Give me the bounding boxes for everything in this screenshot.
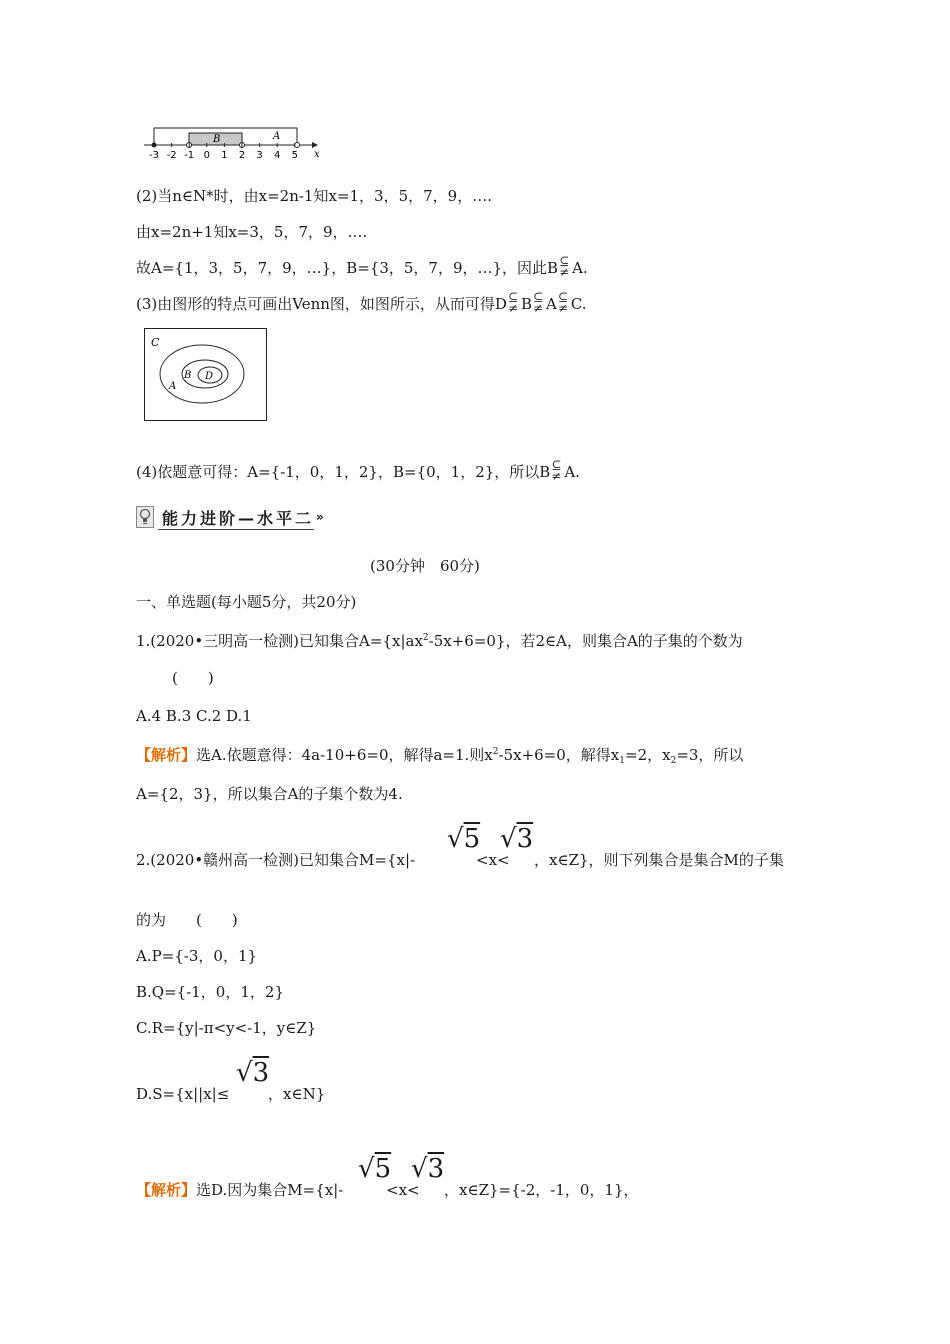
q2-option-b: B.Q={-1，0，1，2} <box>136 983 284 1001</box>
number-line-figure <box>140 124 340 164</box>
section-title: 能力进阶—水平二 <box>162 508 315 528</box>
q2-analysis: 【解析】选D.因为集合M={x|- <box>136 1181 344 1199</box>
label-D: D <box>205 371 214 382</box>
sqrt3-analysis: √3 <box>411 1154 445 1184</box>
q1-stem: 1.(2020•三明高一检测)已知集合$A=\{x|ax^2-5x+6=0\}$，若2∈A，则集合A的子集的个数为 <box>136 632 743 650</box>
proper-subset-symbol: ⊆ ≠ <box>559 254 570 279</box>
q1-analysis-line2: A={2，3}，所以集合A的子集个数为4. <box>136 785 403 803</box>
axis-arrow <box>312 142 318 148</box>
proper-subset-symbol: ⊆ ≠ <box>557 290 568 315</box>
tick-label: -2 <box>166 150 177 161</box>
tick-label: 4 <box>274 150 281 161</box>
q2-stem-mid: <x< <box>476 851 510 869</box>
label-B: B <box>213 134 221 145</box>
proper-subset-symbol: ⊆ ≠ <box>532 290 544 315</box>
tick-label: 3 <box>256 150 263 161</box>
q2-option-d-end: ，x∈N} <box>268 1085 326 1103</box>
q2-stem-line2: 的为 ( ) <box>136 911 238 929</box>
section-underline <box>158 529 314 530</box>
label-C: C <box>151 336 160 349</box>
tick-label: -1 <box>184 150 195 161</box>
tick-label: 0 <box>203 150 210 161</box>
q1-analysis: 【解析】选A.依题意得：4a-10+6=0，解得a=1.则$x^2-5x+6=0$，解得$x_1=2$，$x_2=3$，所以 <box>136 746 744 766</box>
lightbulb-icon <box>136 506 154 528</box>
line-part2c <box>136 254 588 279</box>
analysis-tag: 【解析】 <box>136 746 197 764</box>
q2-option-c: C.R={y|-π<y<-1，y∈Z} <box>136 1019 317 1037</box>
section-header <box>136 504 324 530</box>
label-B: B <box>184 370 192 381</box>
text: A. <box>572 259 588 277</box>
sqrt3-d: √3 <box>236 1058 270 1088</box>
time-score: (30分钟 60分) <box>370 557 480 575</box>
sqrt3: √3 <box>500 824 534 854</box>
line-part2: (2)当n∈N*时，由x=2n-1知x=1，3，5，7，9，…. <box>136 187 492 205</box>
q1-blank: ( ) <box>172 669 214 687</box>
q2-analysis-mid: <x< <box>386 1181 420 1199</box>
q2-option-d: D.S={x||x|≤ <box>136 1085 230 1103</box>
line-part4: (4)依题意可得：A={-1，0，1，2}，B={0，1，2}，所以B ⊆ ≠ A. <box>136 458 580 483</box>
sqrt5-analysis: √5 <box>358 1154 392 1184</box>
tick-label: 2 <box>238 150 246 161</box>
q2-stem: 2.(2020•赣州高一检测)已知集合M={x|- <box>136 851 416 869</box>
proper-subset-symbol: ⊆ ≠ <box>507 290 518 315</box>
set-A-ellipse <box>160 345 244 403</box>
tick-label: 5 <box>291 150 298 161</box>
label-A: A <box>273 131 281 142</box>
analysis-tag: 【解析】 <box>136 1181 197 1199</box>
axis-label-x: x <box>314 149 320 160</box>
q1-options: A.4 B.3 C.2 D.1 <box>136 707 252 725</box>
text: 故A={1，3，5，7，9，…}，B={3，5，7，9，…}，因此B <box>136 259 559 277</box>
label-A: A <box>169 381 177 392</box>
tick-label: 1 <box>221 150 228 161</box>
q2-analysis-end: ，x∈Z}={-2，-1，0，1}， <box>444 1181 639 1199</box>
venn-diagram <box>144 328 268 422</box>
q2-stem-end: ，x∈Z}，则下列集合是集合M的子集 <box>534 851 784 869</box>
q2-option-a: A.P={-3，0，1} <box>136 947 258 965</box>
line-part3: (3)由图形的特点可画出Venn图，如图所示，从而可得D ⊆ ≠ B ⊆ ≠ A ⊆ ≠ C. <box>136 290 587 315</box>
tick-label: -3 <box>149 150 159 161</box>
part1-heading: 一、单选题(每小题5分，共20分) <box>136 593 357 611</box>
sqrt5: √5 <box>447 824 481 854</box>
line-part2b: 由x=2n+1知x=3，5，7，9，…. <box>136 223 368 241</box>
proper-subset-symbol: ⊆ ≠ <box>551 458 562 483</box>
section-arrow: » <box>316 510 324 524</box>
